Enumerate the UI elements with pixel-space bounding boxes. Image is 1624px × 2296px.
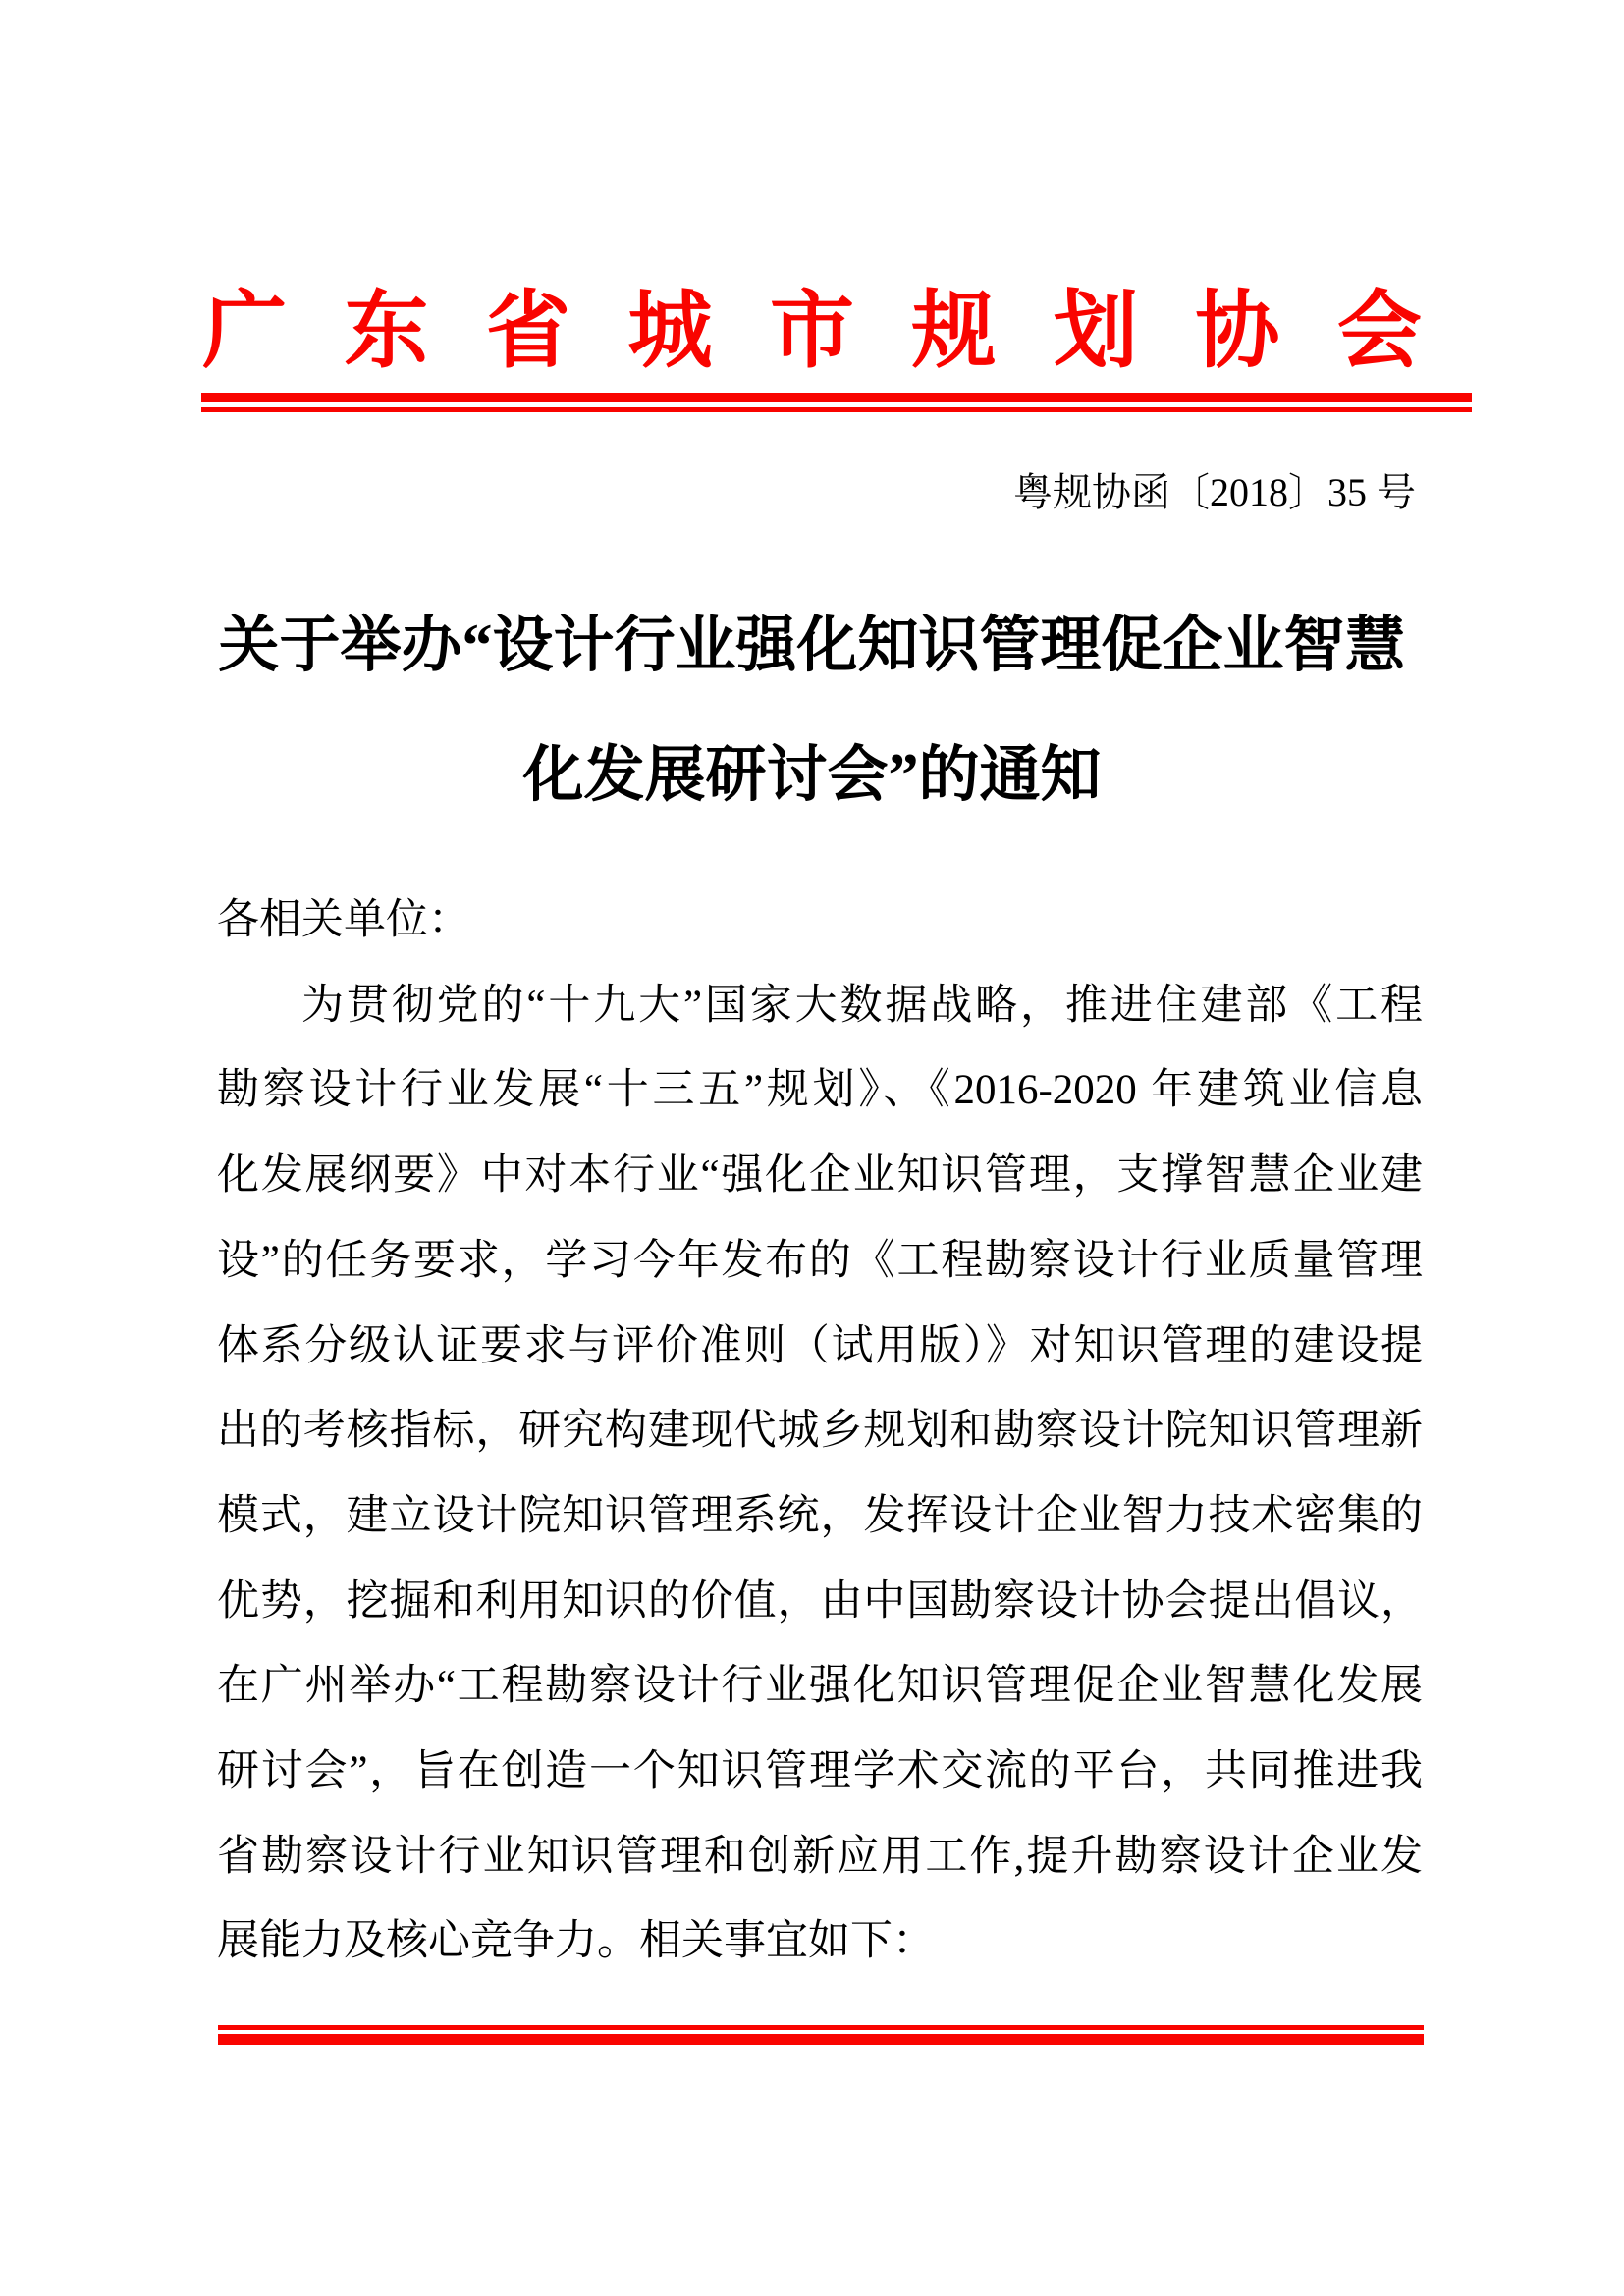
header-rule-thin bbox=[201, 407, 1472, 412]
footer-rule-thin bbox=[218, 2025, 1424, 2030]
body-line: 模式，建立设计院知识管理系统，发挥设计企业智力技术密集的 bbox=[217, 1492, 1423, 1539]
notice-title bbox=[0, 581, 1624, 840]
body-line: 体系分级认证要求与评价准则（试用版）》对知识管理的建设提 bbox=[217, 1322, 1423, 1369]
body-line: 勘察设计行业发展“十三五”规划》、《2016-2020 年建筑业信息 bbox=[217, 1067, 1423, 1114]
body-line: 优势，挖掘和利用知识的价值，由中国勘察设计协会提出倡议， bbox=[217, 1577, 1423, 1625]
header-rule-thick bbox=[201, 393, 1472, 402]
notice-title-line-2: 化发展研讨会”的通知 bbox=[522, 742, 1102, 809]
body-line: 研讨会”，旨在创造一个知识管理学术交流的平台，共同推进我 bbox=[217, 1748, 1423, 1795]
body-line: 在广州举办“工程勘察设计行业强化知识管理促企业智慧化发展 bbox=[217, 1663, 1423, 1710]
body-line: 为贯彻党的“十九大”国家大数据战略，推进住建部《工程 bbox=[301, 982, 1423, 1029]
letterhead-org-name: 广东省城市规划协会 bbox=[202, 284, 1480, 378]
salutation: 各相关单位： bbox=[217, 897, 470, 943]
notice-title-line-1: 关于举办“设计行业强化知识管理促企业智慧 bbox=[218, 613, 1406, 679]
doc-reference-number: 粤规协函〔2018〕35 号 bbox=[1013, 470, 1416, 514]
body-line: 省勘察设计行业知识管理和创新应用工作,提升勘察设计企业发 bbox=[217, 1833, 1423, 1880]
notice-body bbox=[217, 879, 1423, 1985]
body-line: 展能力及核心竞争力。相关事宜如下： bbox=[217, 1918, 935, 1965]
body-line: 出的考核指标，研究构建现代城乡规划和勘察设计院知识管理新 bbox=[217, 1408, 1423, 1455]
footer-rule-thick bbox=[218, 2034, 1424, 2045]
body-line: 设”的任务要求，学习今年发布的《工程勘察设计行业质量管理 bbox=[217, 1237, 1423, 1284]
body-line: 化发展纲要》中对本行业“强化企业知识管理，支撑智慧企业建 bbox=[217, 1152, 1423, 1200]
